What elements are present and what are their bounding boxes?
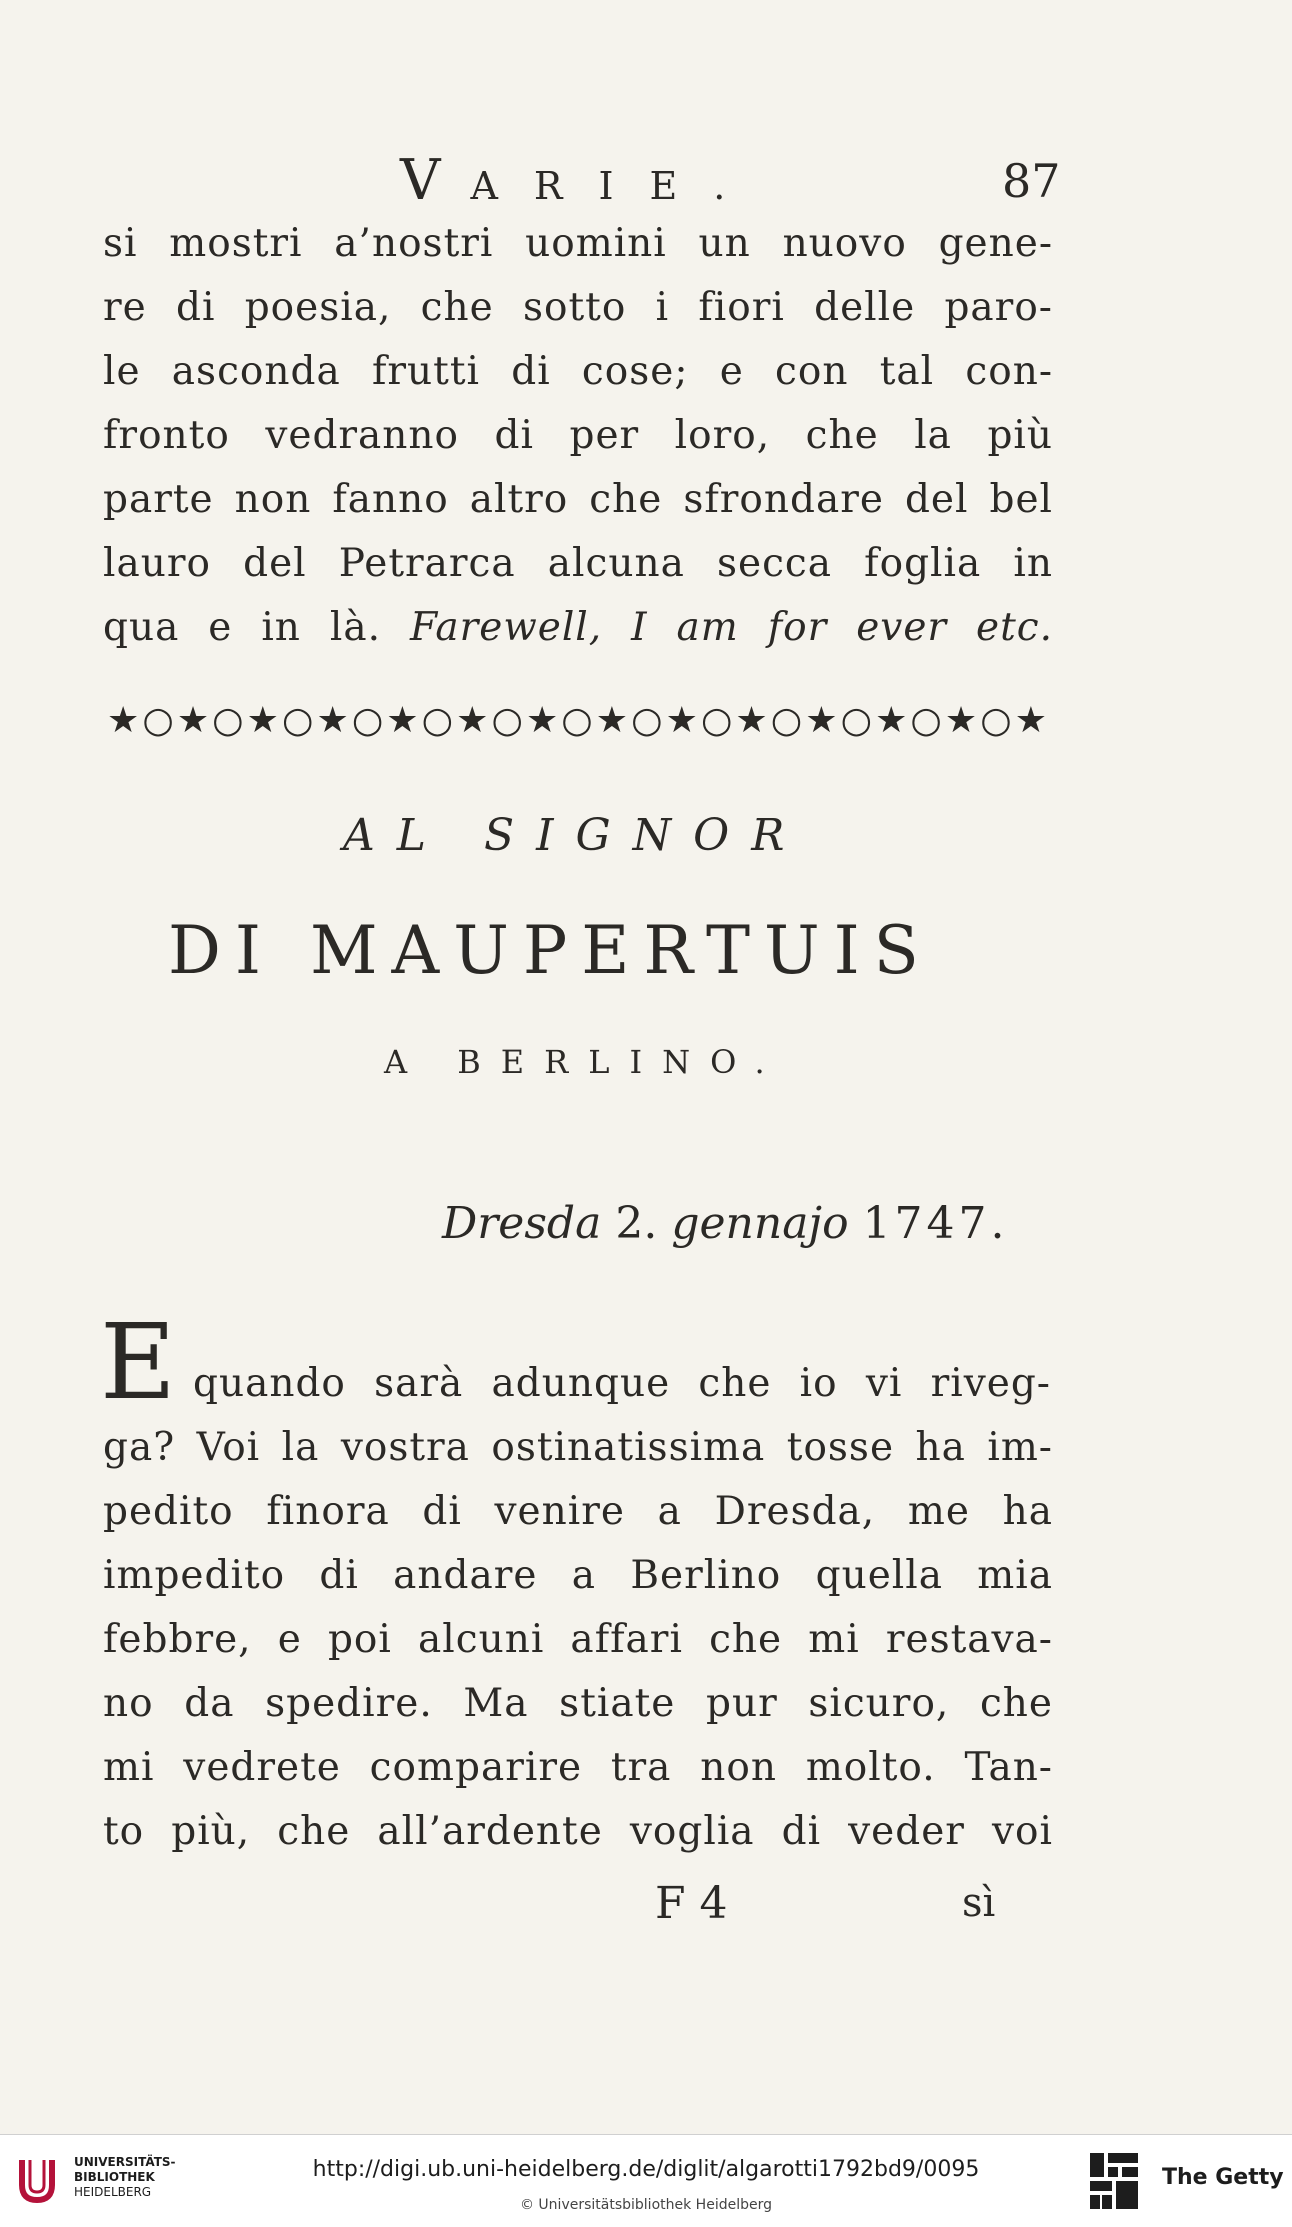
text-line: impedito di andare a Berlino quella mia xyxy=(103,1553,1053,1598)
viewer-footer xyxy=(0,2134,1292,2227)
date-day: 2. xyxy=(615,1198,658,1249)
text-line-closing xyxy=(103,596,1053,660)
text-line: quando sarà adunque che io vi riveg- xyxy=(193,1361,1051,1406)
text-line: lauro del Petrarca alcuna secca foglia in xyxy=(103,541,1053,586)
ornament-divider: ★○★○★○★○★○★○★○★○★○★○★○★○★○★ xyxy=(107,700,1047,741)
text-line: ga? Voi la vostra ostinatissima tosse ha im- xyxy=(103,1425,1053,1470)
letter-heading-recipient: DI MAUPERTUIS xyxy=(168,912,933,989)
running-title xyxy=(400,148,761,213)
letter-heading-line-1: AL SIGNOR xyxy=(343,810,807,861)
date-year: 1747. xyxy=(862,1198,1009,1249)
text-line: to più, che all’ardente voglia di veder voi xyxy=(103,1809,1053,1854)
partner-name: The Getty xyxy=(1162,2165,1284,2190)
date-place: Dresda xyxy=(442,1198,602,1249)
permalink-url[interactable]: http://digi.ub.uni-heidelberg.de/diglit/algarotti1792bd9/0095 xyxy=(312,2157,980,2182)
closing-italic: Farewell, I am for ever etc. xyxy=(409,605,1053,650)
library-name-line: BIBLIOTHEK xyxy=(74,2170,155,2184)
library-name-line: UNIVERSITÄTS- xyxy=(74,2155,176,2169)
paragraph-1 xyxy=(103,212,1053,660)
text-line: no da spedire. Ma stiate pur sicuro, che xyxy=(103,1681,1053,1726)
text-line: parte non fanno altro che sfrondare del bel xyxy=(103,477,1053,522)
running-title-rest: ARIE. xyxy=(470,164,762,208)
text-line: mi vedrete comparire tra non molto. Tan- xyxy=(103,1745,1053,1790)
text-line: re di poesia, che sotto i fiori delle paro- xyxy=(103,285,1053,330)
letter-heading-place: A BERLINO. xyxy=(384,1043,785,1081)
library-name-line: HEIDELBERG xyxy=(74,2185,152,2199)
drop-cap: E xyxy=(100,1301,176,1423)
running-title-initial: V xyxy=(400,148,471,213)
paragraph-2-first xyxy=(193,1352,1051,1416)
copyright-notice: © Universitätsbibliothek Heidelberg xyxy=(519,2197,772,2213)
getty-logo-icon xyxy=(1088,2151,1140,2211)
paragraph-2 xyxy=(103,1416,1053,1864)
text-line: pedito finora di venire a Dresda, me ha xyxy=(103,1489,1053,1534)
text-line: si mostri a’nostri uomini un nuovo gene- xyxy=(103,221,1053,266)
signature-mark: F 4 xyxy=(655,1878,728,1929)
dateline xyxy=(442,1198,1009,1249)
text-line: febbre, e poi alcuni affari che mi restava- xyxy=(103,1617,1053,1662)
text-line: fronto vedranno di per loro, che la più xyxy=(103,413,1053,458)
date-month: gennajo xyxy=(671,1198,849,1249)
text-line: le asconda frutti di cose; e con tal con- xyxy=(103,349,1053,394)
closing-plain: qua e in là. xyxy=(103,605,382,650)
page-number: 87 xyxy=(1002,154,1061,208)
catchword: sì xyxy=(962,1880,996,1926)
